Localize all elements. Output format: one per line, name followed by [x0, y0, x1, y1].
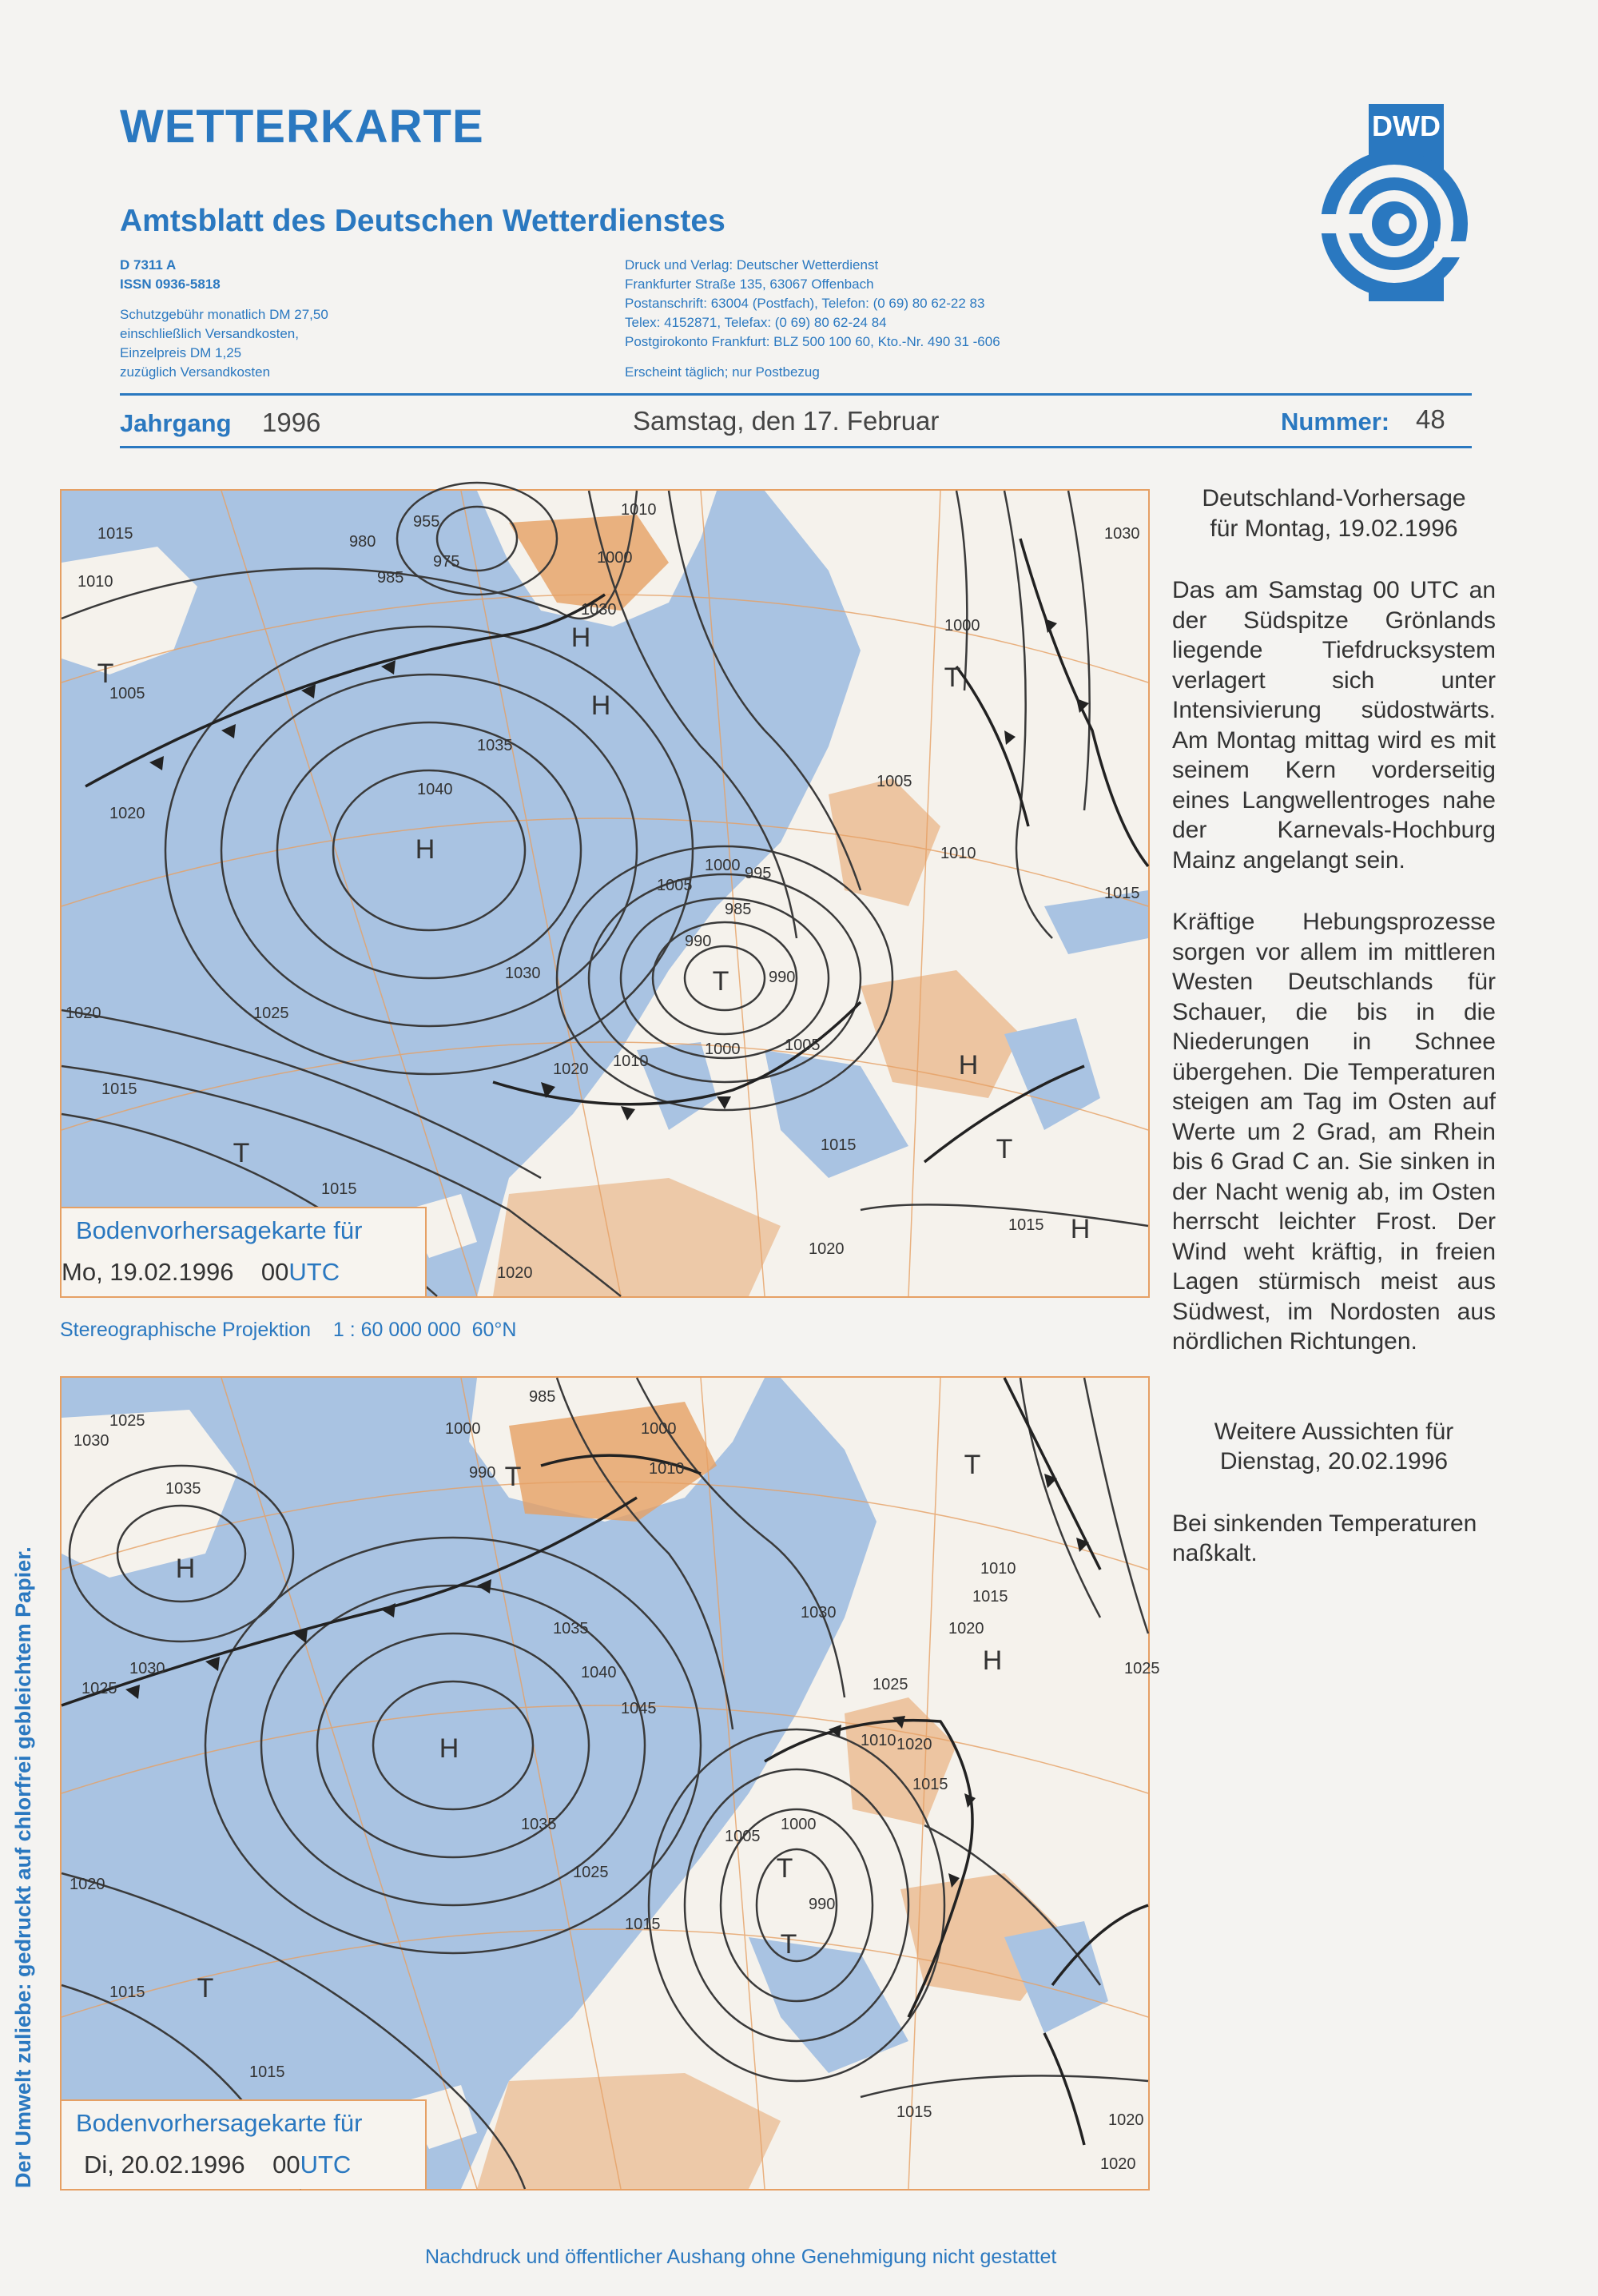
map2-isobar-value: 1005 — [725, 1828, 761, 1845]
map1-isobar-value: 985 — [377, 569, 404, 587]
map1-label: H — [958, 1050, 979, 1080]
map2-isobar-value: 1010 — [649, 1460, 685, 1478]
publisher-line: Erscheint täglich; nur Postbezug — [625, 364, 820, 380]
map-caption-title: Bodenvorhersagekarte für — [76, 1216, 363, 1244]
map2-isobar-value: 1045 — [621, 1700, 657, 1717]
map1-isobar-value: 990 — [685, 933, 712, 950]
map1-isobar-value: 1015 — [1104, 885, 1140, 902]
issn: ISSN 0936-5818 — [120, 277, 221, 292]
page-subtitle: Amtsblatt des Deutschen Wetterdienstes — [120, 204, 725, 238]
map2-label: T — [197, 1973, 214, 2004]
forecast-heading: Deutschland-Vorhersage — [1202, 485, 1466, 511]
map2-label: H — [982, 1645, 1003, 1676]
map2-isobar-value: 1000 — [641, 1420, 677, 1438]
map2-isobar-value: 990 — [469, 1464, 496, 1482]
map1-isobar-value: 1005 — [877, 773, 912, 790]
map1-isobar-value: 1005 — [785, 1037, 821, 1054]
map2-isobar-value: 1000 — [781, 1816, 817, 1833]
projection-note: Stereographische Projektion 1 : 60 000 000 60°N — [60, 1319, 517, 1341]
forecast-map-tuesday — [60, 1376, 1160, 2191]
map2-isobar-value: 1015 — [912, 1776, 948, 1793]
dwd-spiral-logo-icon — [1314, 104, 1474, 304]
caption-utc-text: UTC — [288, 1258, 340, 1286]
map2-isobar-value: 1010 — [980, 1560, 1016, 1578]
map1-isobar-value: 1030 — [1104, 525, 1140, 543]
nummer-value: 48 — [1416, 404, 1445, 434]
outlook-text: Bei sinkenden Temperaturen naßkalt. — [1172, 1510, 1477, 1566]
forecast-paragraph: Das am Samstag 00 UTC an der Südspitze Grönlands liegende Tiefdrucksystem verlagert sich unter Intensivierung südostwärts. Am Montag mittag wird es mit seinem Kern vorderseitig eines Langwellentroges nahe der Karnevals-Hochburg Mainz angelangt sein. — [1172, 577, 1496, 873]
outlook-heading: Weitere Aussichten für — [1214, 1418, 1454, 1445]
map1-isobar-value: 1020 — [553, 1060, 589, 1078]
map2-isobar-value: 1015 — [972, 1588, 1008, 1606]
footer-note: Nachdruck und öffentlicher Aushang ohne Genehmigung nicht gestattet — [425, 2246, 1057, 2268]
map1-label: H — [590, 690, 611, 721]
caption-utc-text: UTC — [300, 2151, 352, 2179]
caption-time-text: 00 — [260, 1258, 289, 1286]
map1-isobar-value: 995 — [745, 865, 772, 882]
weather-map-graphic — [62, 1378, 1160, 2189]
map1-isobar-value: 1010 — [940, 845, 976, 862]
fee-line: Schutzgebühr monatlich DM 27,50 — [120, 307, 328, 322]
header-rule-bottom — [120, 446, 1472, 448]
map1-isobar-value: 955 — [413, 513, 440, 531]
map2-isobar-value: 1015 — [109, 1984, 145, 2001]
publisher-line: Druck und Verlag: Deutscher Wetterdienst — [625, 257, 879, 273]
map2-isobar-value: 1025 — [873, 1676, 908, 1693]
issue-date: Samstag, den 17. Februar — [633, 406, 940, 436]
map2-isobar-value: 1015 — [249, 2063, 285, 2081]
weather-map-graphic — [62, 491, 1148, 1296]
map1-isobar-value: 985 — [725, 901, 752, 918]
map1-isobar-value: 1035 — [477, 737, 513, 754]
map1-isobar-value: 1030 — [505, 965, 541, 982]
dwd-logo — [1314, 104, 1474, 304]
map1-isobar-value: 1030 — [581, 601, 617, 619]
map1-isobar-value: 1025 — [253, 1005, 289, 1022]
map1-isobar-value: 975 — [433, 553, 460, 571]
map1-isobar-value: 1000 — [597, 549, 633, 567]
map1-label: T — [944, 663, 961, 693]
map2-isobar-value: 1000 — [445, 1420, 481, 1438]
map2-isobar-value: 1025 — [1124, 1660, 1160, 1677]
page-title: WETTERKARTE — [120, 101, 484, 153]
map2-isobar-value: 1040 — [581, 1664, 617, 1681]
logo-text: DWD — [1372, 109, 1441, 142]
map1-label: T — [233, 1138, 250, 1168]
map2-label: H — [439, 1733, 459, 1764]
map1-label: H — [1070, 1214, 1091, 1244]
forecast-heading-date: für Montag, 19.02.1996 — [1210, 515, 1458, 542]
map1-label: T — [712, 966, 729, 997]
map1-isobar-value: 990 — [769, 969, 796, 986]
map1-isobar-value: 1020 — [109, 805, 145, 822]
forecast-map-monday — [60, 489, 1150, 1298]
map2-isobar-value: 1035 — [165, 1480, 201, 1498]
map1-isobar-value: 1000 — [944, 617, 980, 635]
map2-isobar-value: 1020 — [70, 1876, 105, 1893]
map-caption-title: Bodenvorhersagekarte für — [76, 2109, 363, 2137]
publisher-info — [625, 256, 1000, 382]
map2-isobar-value: 1010 — [861, 1732, 896, 1749]
map1-isobar-value: 1015 — [101, 1080, 137, 1098]
map2-isobar-value: 1020 — [1108, 2111, 1144, 2129]
map2-isobar-value: 1025 — [109, 1412, 145, 1430]
map1-label: H — [415, 834, 435, 865]
map2-label: T — [776, 1853, 793, 1884]
environment-note: Der Umwelt zuliebe: gedruckt auf chlorfrei gebleichtem Papier. — [11, 1546, 35, 2188]
header-rule-top — [120, 393, 1472, 396]
map1-label: H — [570, 623, 591, 653]
map1-isobar-value: 1015 — [97, 525, 133, 543]
publication-number: D 7311 A — [120, 257, 177, 273]
map2-isobar-value: 1015 — [625, 1916, 661, 1933]
fee-line: Einzelpreis DM 1,25 — [120, 345, 242, 360]
jahrgang-value: 1996 — [262, 408, 321, 437]
map2-label: T — [504, 1462, 522, 1492]
map1-isobar-value: 1040 — [417, 781, 453, 798]
map1-isobar-value: 1010 — [78, 573, 113, 591]
map1-isobar-value: 1020 — [497, 1264, 533, 1282]
publisher-line: Postanschrift: 63004 (Postfach), Telefon: (0 69) 80 62-22 83 — [625, 296, 985, 311]
jahrgang-label: Jahrgang — [120, 409, 232, 437]
map2-isobar-value: 990 — [809, 1896, 836, 1913]
map2-isobar-value: 1020 — [948, 1620, 984, 1637]
map-caption — [62, 1207, 427, 1296]
map2-isobar-value: 1025 — [81, 1680, 117, 1697]
forecast-text-column — [1172, 483, 1496, 1569]
publisher-line: Postgirokonto Frankfurt: BLZ 500 100 60, Kto.-Nr. 490 31 -606 — [625, 334, 1000, 349]
map-caption-date — [62, 1258, 340, 1287]
map1-isobar-value: 1015 — [321, 1180, 357, 1198]
forecast-paragraph: Kräftige Hebungsprozesse sorgen vor allem im mittleren Westen Deutschlands für Schauer, die bis in die Niederungen in Schnee übergehen. Die Temperaturen steigen am Tag im Osten auf Werte um 2 Grad, am Rhein bis 6 Grad C an. Sie sinken in der Nacht wenig ab, im Osten herrscht leichter Frost. Der Wind weht kräftig, in freien Lagen stürmisch meist aus Südwest, im Nordosten aus nördlichen Richtungen. — [1172, 909, 1496, 1355]
map2-label: T — [964, 1450, 981, 1480]
map1-label: T — [996, 1134, 1013, 1164]
publisher-line: Telex: 4152871, Telefax: (0 69) 80 62-24 84 — [625, 315, 887, 330]
publication-info — [120, 256, 328, 382]
map1-isobar-value: 1020 — [66, 1005, 101, 1022]
fee-line: einschließlich Versandkosten, — [120, 326, 299, 341]
outlook-heading-date: Dienstag, 20.02.1996 — [1219, 1448, 1449, 1474]
map2-isobar-value: 1030 — [801, 1604, 837, 1622]
map2-label: H — [175, 1554, 196, 1584]
fee-line: zuzüglich Versandkosten — [120, 364, 271, 380]
map2-isobar-value: 1020 — [896, 1736, 932, 1753]
map-caption — [62, 2099, 427, 2189]
map2-isobar-value: 985 — [529, 1388, 556, 1406]
caption-date-text: Di, 20.02.1996 — [84, 2151, 245, 2179]
map1-isobar-value: 1015 — [1008, 1216, 1044, 1234]
map2-isobar-value: 1030 — [74, 1432, 109, 1450]
caption-date-text: Mo, 19.02.1996 — [62, 1258, 234, 1286]
map1-isobar-value: 1010 — [621, 501, 657, 519]
map2-isobar-value: 1030 — [129, 1660, 165, 1677]
map2-isobar-value: 1020 — [1100, 2155, 1136, 2173]
map1-isobar-value: 1000 — [705, 857, 741, 874]
map2-isobar-value: 1025 — [573, 1864, 609, 1881]
map1-isobar-value: 980 — [349, 533, 376, 551]
publisher-line: Frankfurter Straße 135, 63067 Offenbach — [625, 277, 874, 292]
map1-isobar-value: 1010 — [613, 1052, 649, 1070]
map2-isobar-value: 1015 — [896, 2103, 932, 2121]
map2-isobar-value: 1035 — [553, 1620, 589, 1637]
map1-label: T — [97, 659, 114, 689]
map1-isobar-value: 1005 — [657, 877, 693, 894]
map1-isobar-value: 1005 — [109, 685, 145, 702]
map1-isobar-value: 1020 — [809, 1240, 845, 1258]
map2-isobar-value: 1035 — [521, 1816, 557, 1833]
caption-time-text: 00 — [272, 2151, 300, 2179]
map1-isobar-value: 1015 — [821, 1136, 857, 1154]
nummer-label: Nummer: — [1281, 408, 1390, 436]
map2-label: T — [780, 1929, 797, 1960]
map-caption-date — [84, 2151, 351, 2179]
map1-isobar-value: 1000 — [705, 1041, 741, 1058]
